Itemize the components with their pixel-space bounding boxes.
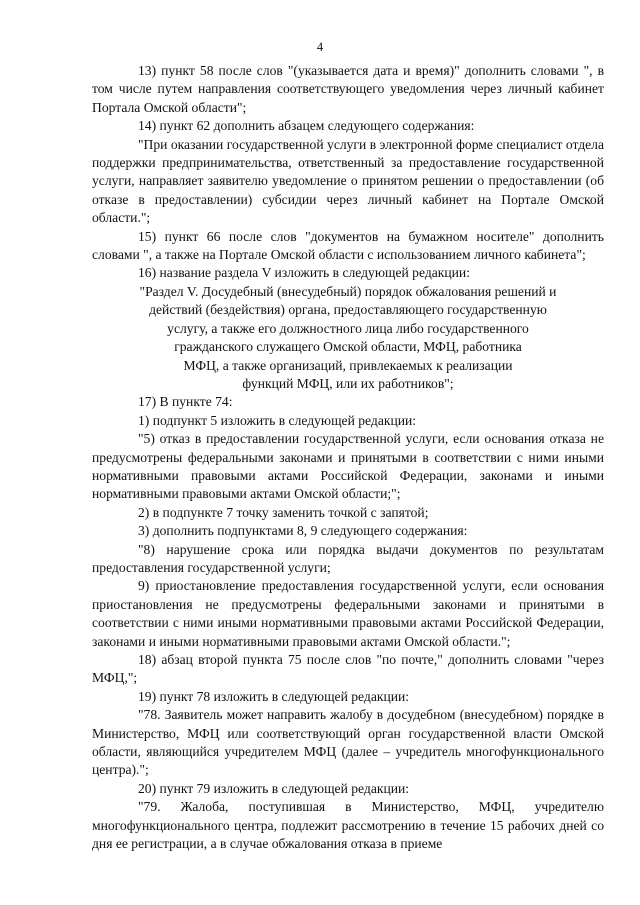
paragraph: 13) пункт 58 после слов "(указывается дата и время)" дополнить словами ", в том числе путем направления соответствующего уведомления через личный кабинет Портала Омской области";	[92, 63, 604, 115]
paragraph: 17) В пункте 74:	[138, 394, 233, 410]
paragraph: 15) пункт 66 после слов "документов на бумажном носителе" дополнить словами ", а также на Портале Омской области с использованием личного кабинета";	[92, 228, 604, 263]
paragraph: "8) нарушение срока или порядка выдачи документов по результатам предоставления государственной услуги;	[92, 541, 604, 575]
paragraph: "79. Жалоба, поступившая в Министерство, МФЦ, учредителю многофункционального центра, подлежит рассмотрению в течение 15 рабочих дней со дня ее регистрации, а в случае обжалования отказа в приеме	[92, 799, 604, 852]
page-number: 4	[316, 40, 324, 54]
section-title	[92, 283, 604, 393]
section-title-line: функций МФЦ, или их работников";	[242, 375, 454, 391]
paragraph: 16) название раздела V изложить в следующей редакции:	[138, 265, 470, 281]
paragraph: 20) пункт 79 изложить в следующей редакции:	[138, 780, 410, 796]
section-title-line: "Раздел V. Досудебный (внесудебный) порядок обжалования решений и	[139, 283, 557, 299]
section-title-line: гражданского служащего Омской области, МФЦ, работника	[174, 339, 522, 355]
paragraph: 18) абзац второй пункта 75 после слов "по почте," дополнить словами "через МФЦ,";	[92, 652, 604, 686]
paragraph: "78. Заявитель может направить жалобу в досудебном (внесудебном) порядке в Министерство, МФЦ или соответствующий орган государственной власти Омской области, являющийся учредителем МФЦ (далее – учредитель многофункционального центра).";	[92, 707, 604, 778]
paragraph: 14) пункт 62 дополнить абзацем следующего содержания:	[138, 118, 475, 134]
paragraph: 9) приостановление предоставления государственной услуги, если основания приостановления не предусмотрены федеральными законами и принятыми в соответствии с ними иными нормативными правовыми актами Российской Федерации, законами и иными нормативными правовыми актами Омской области.";	[92, 578, 604, 649]
section-title-line: услугу, а также его должностного лица либо государственного	[167, 320, 529, 336]
paragraph: 3) дополнить подпунктами 8, 9 следующего содержания:	[138, 523, 468, 539]
section-title-line: действий (бездействия) органа, предоставляющего государственную	[149, 302, 547, 318]
paragraph: 2) в подпункте 7 точку заменить точкой с запятой;	[138, 504, 429, 520]
paragraph: 19) пункт 78 изложить в следующей редакции:	[138, 688, 410, 704]
section-title-line: МФЦ, а также организаций, привлекаемых к реализации	[183, 357, 513, 373]
paragraph: 1) подпункт 5 изложить в следующей редакции:	[138, 412, 417, 428]
paragraph: "5) отказ в предоставлении государственной услуги, если основания отказа не предусмотрены федеральными законами и принятыми в соответствии с ними иными нормативными правовыми актами Российской Федерации, законами и иными нормативными правовыми актами Омской области;";	[92, 431, 604, 502]
document-body	[92, 62, 604, 853]
paragraph: "При оказании государственной услуги в электронной форме специалист отдела поддержки предпринимательства, ответственный за предоставление государственной услуги, направляет заявителю уведомление о принятом решении о предоставлении (об отказе в предоставлении) субсидии через личный кабинет на Портале Омской области.";	[92, 136, 604, 226]
